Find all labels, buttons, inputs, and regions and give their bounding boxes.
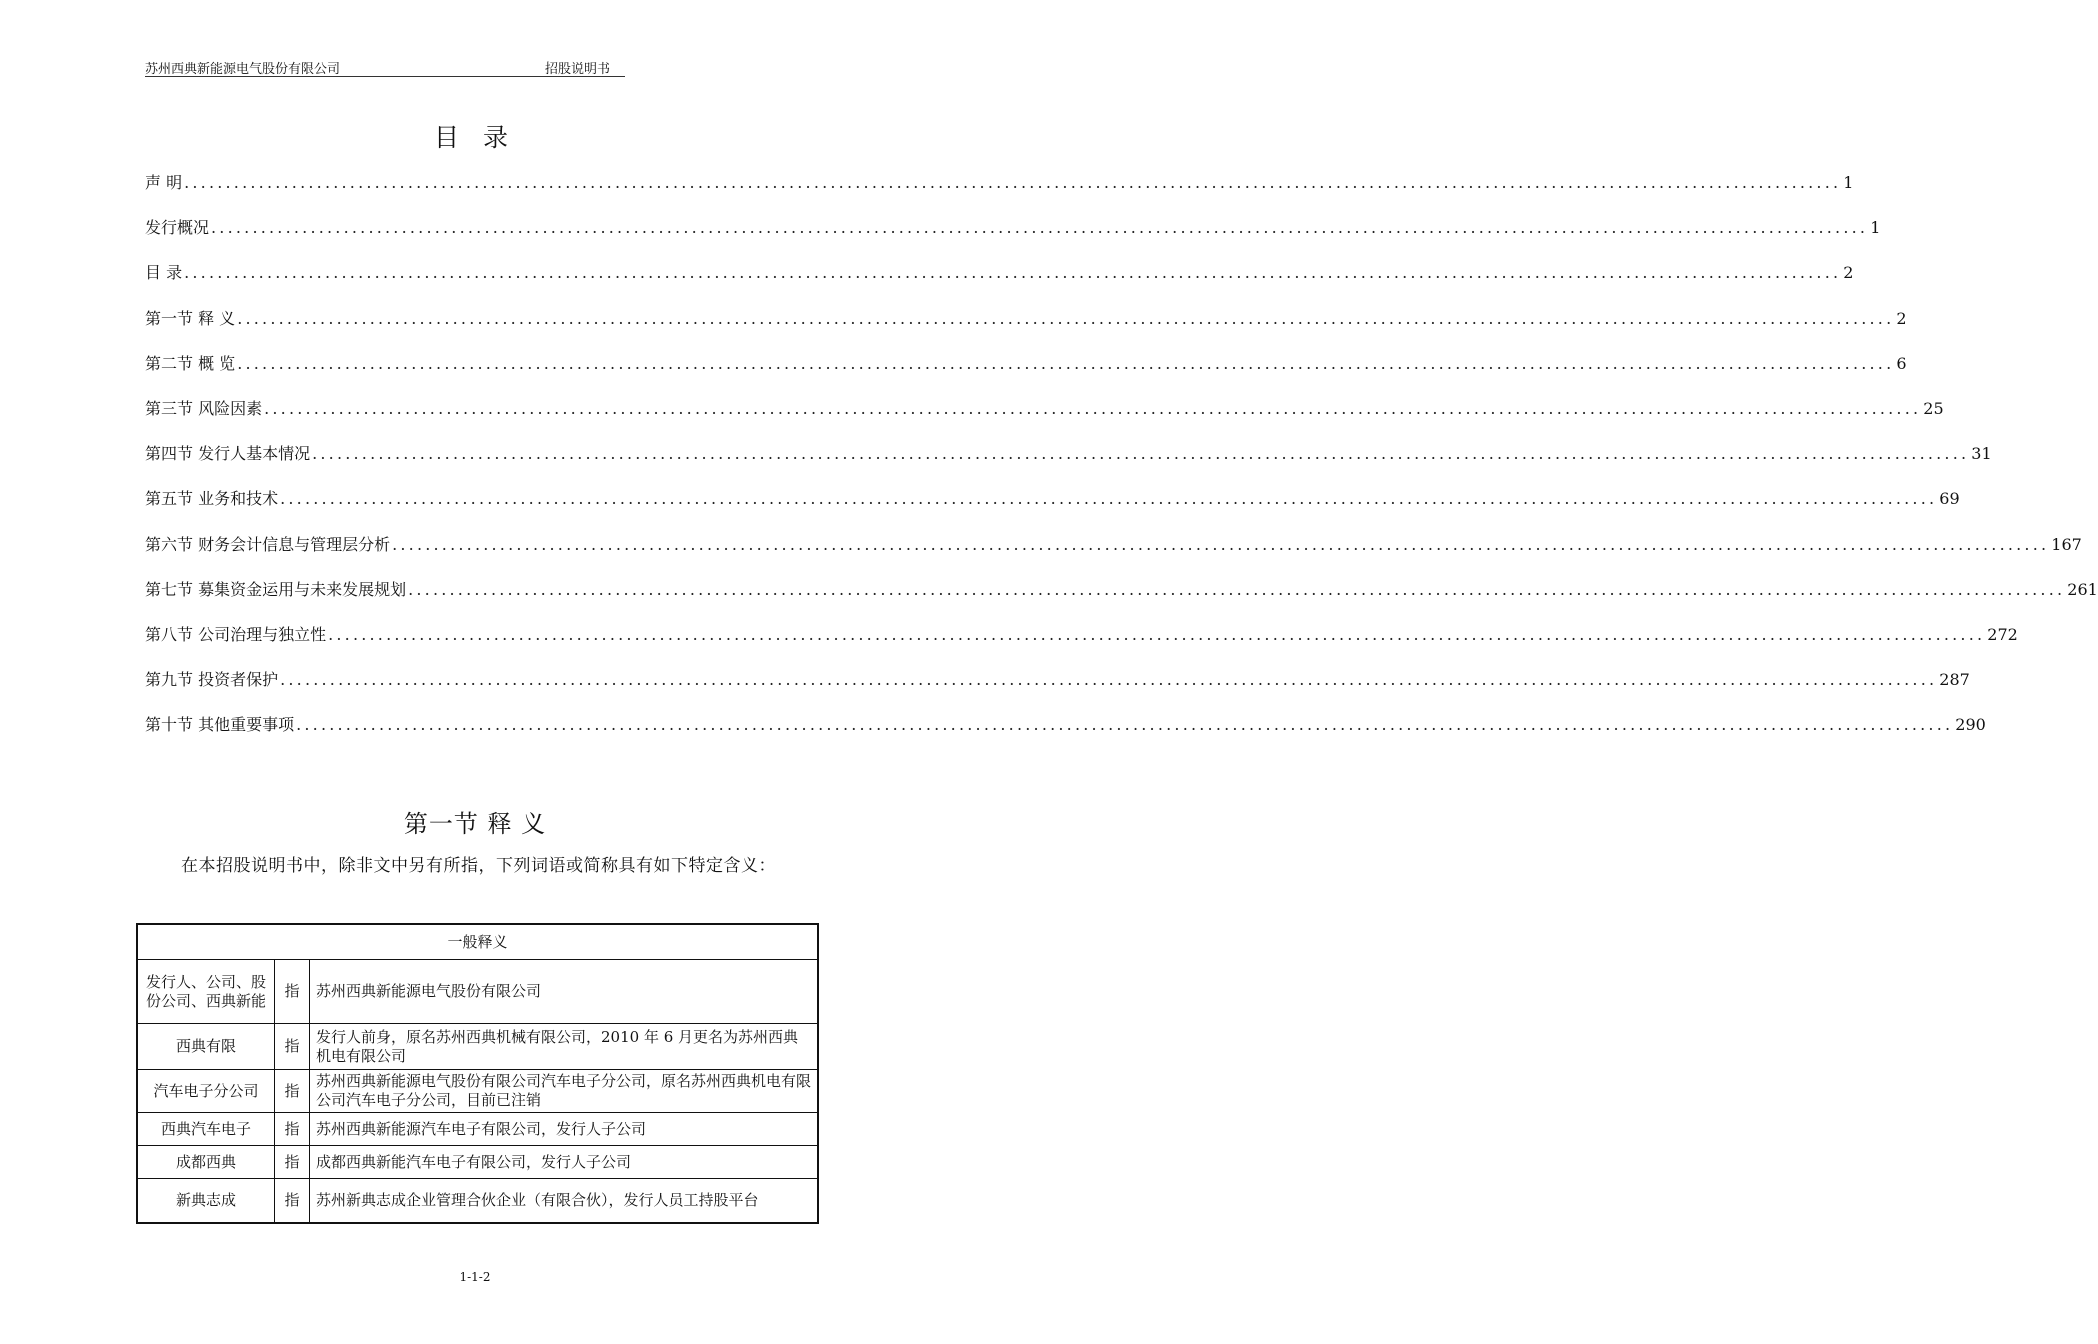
table-row bbox=[137, 1146, 818, 1179]
table-row bbox=[137, 1113, 818, 1146]
toc-entry[interactable] bbox=[145, 532, 2082, 577]
toc-leader-dots: ........................................................................................................................................................................................................ bbox=[264, 398, 1922, 418]
toc-entry-label: 第四节 发行人基本情况 bbox=[145, 444, 311, 464]
toc-leader-dots: ........................................................................................................................................................................................................ bbox=[296, 715, 1954, 735]
toc-entry-page: 31 bbox=[1971, 444, 1992, 464]
table-row bbox=[137, 960, 818, 1024]
toc-entry-page: 2 bbox=[1896, 308, 1907, 328]
table-of-contents bbox=[145, 170, 2098, 757]
toc-entry-label: 第五节 业务和技术 bbox=[145, 489, 279, 509]
toc-entry[interactable] bbox=[145, 170, 1854, 215]
toc-leader-dots: ........................................................................................................................................................................................................ bbox=[392, 534, 2050, 554]
toc-entry-page: 287 bbox=[1939, 670, 1970, 690]
definition-meaning: 发行人前身，原名苏州西典机械有限公司，2010 年 6 月更名为苏州西典机电有限公司 bbox=[310, 1024, 819, 1070]
definition-term: 西典有限 bbox=[137, 1024, 275, 1070]
toc-entry[interactable] bbox=[145, 441, 1992, 486]
definition-term: 新典志成 bbox=[137, 1179, 275, 1223]
definition-connector: 指 bbox=[275, 1024, 310, 1070]
toc-entry-label: 目 录 bbox=[145, 263, 183, 283]
toc-entry-label: 第三节 风险因素 bbox=[145, 398, 263, 418]
table-row bbox=[137, 1024, 818, 1070]
toc-leader-dots: ........................................................................................................................................................................................................ bbox=[237, 353, 1895, 373]
page-header bbox=[145, 58, 625, 77]
toc-entry-page: 261 bbox=[2067, 579, 2098, 599]
toc-entry-page: 272 bbox=[1987, 624, 2018, 644]
definition-connector: 指 bbox=[275, 1070, 310, 1113]
toc-entry-page: 167 bbox=[2051, 534, 2082, 554]
toc-entry-page: 1 bbox=[1843, 173, 1854, 192]
toc-entry-page: 6 bbox=[1896, 353, 1907, 373]
toc-entry[interactable] bbox=[145, 306, 1907, 351]
definition-term: 发行人、公司、股份公司、西典新能 bbox=[137, 960, 275, 1024]
definition-connector: 指 bbox=[275, 1113, 310, 1146]
section-intro-paragraph: 在本招股说明书中，除非文中另有所指，下列词语或简称具有如下特定含义： bbox=[181, 856, 776, 876]
table-group-header: 一般释义 bbox=[137, 924, 818, 960]
section-title: 第一节 释 义 bbox=[403, 810, 547, 838]
toc-entry[interactable] bbox=[145, 622, 2018, 667]
toc-entry[interactable] bbox=[145, 712, 1986, 757]
definition-connector: 指 bbox=[275, 1179, 310, 1223]
toc-leader-dots: ........................................................................................................................................................................................................ bbox=[280, 489, 1938, 509]
definition-meaning: 苏州西典新能源电气股份有限公司 bbox=[310, 960, 819, 1024]
toc-entry-label: 第十节 其他重要事项 bbox=[145, 715, 295, 735]
table-group-header-row bbox=[137, 924, 818, 960]
definition-meaning: 苏州西典新能源电气股份有限公司汽车电子分公司，原名苏州西典机电有限公司汽车电子分公司，目前已注销 bbox=[310, 1070, 819, 1113]
toc-entry-label: 第八节 公司治理与独立性 bbox=[145, 624, 327, 644]
table-row bbox=[137, 1070, 818, 1113]
toc-entry-page: 1 bbox=[1870, 218, 1881, 238]
definition-term: 汽车电子分公司 bbox=[137, 1070, 275, 1113]
toc-entry[interactable] bbox=[145, 215, 1881, 260]
toc-entry-page: 69 bbox=[1939, 489, 1960, 509]
toc-entry-label: 发行概况 bbox=[145, 218, 210, 238]
definitions-table bbox=[136, 923, 819, 1224]
table-row bbox=[137, 1179, 818, 1223]
definition-meaning: 苏州新典志成企业管理合伙企业（有限合伙），发行人员工持股平台 bbox=[310, 1179, 819, 1223]
toc-title: 目 录 bbox=[434, 123, 516, 152]
toc-entry[interactable] bbox=[145, 486, 1960, 531]
toc-leader-dots: ........................................................................................................................................................................................................ bbox=[408, 579, 2066, 599]
toc-entry[interactable] bbox=[145, 667, 1970, 712]
toc-leader-dots: ........................................................................................................................................................................................................ bbox=[280, 670, 1938, 690]
toc-leader-dots: ........................................................................................................................................................................................................ bbox=[211, 218, 1869, 238]
header-company-name: 苏州西典新能源电气股份有限公司 bbox=[145, 62, 341, 77]
definition-meaning: 成都西典新能汽车电子有限公司，发行人子公司 bbox=[310, 1146, 819, 1179]
definition-term: 成都西典 bbox=[137, 1146, 275, 1179]
header-document-type: 招股说明书 bbox=[545, 62, 611, 77]
toc-entry-page: 2 bbox=[1843, 263, 1854, 283]
toc-entry[interactable] bbox=[145, 396, 1944, 441]
toc-leader-dots: ........................................................................................................................................................................................................ bbox=[237, 308, 1895, 328]
definition-connector: 指 bbox=[275, 960, 310, 1024]
toc-leader-dots: ........................................................................................................................................................................................................ bbox=[184, 173, 1842, 192]
toc-entry-label: 第一节 释 义 bbox=[145, 308, 236, 328]
page-number: 1-1-2 bbox=[459, 1270, 491, 1284]
toc-leader-dots: ........................................................................................................................................................................................................ bbox=[312, 444, 1970, 464]
toc-entry-label: 第九节 投资者保护 bbox=[145, 670, 279, 690]
toc-entry-label: 第七节 募集资金运用与未来发展规划 bbox=[145, 579, 407, 599]
toc-entry-page: 25 bbox=[1923, 398, 1944, 418]
toc-entry[interactable] bbox=[145, 260, 1854, 305]
toc-entry-label: 第六节 财务会计信息与管理层分析 bbox=[145, 534, 391, 554]
toc-entry-label: 第二节 概 览 bbox=[145, 353, 236, 373]
definition-term: 西典汽车电子 bbox=[137, 1113, 275, 1146]
definition-connector: 指 bbox=[275, 1146, 310, 1179]
toc-entry[interactable] bbox=[145, 577, 2098, 622]
toc-entry-label: 声 明 bbox=[145, 173, 183, 192]
toc-entry-page: 290 bbox=[1955, 715, 1986, 735]
definition-meaning: 苏州西典新能源汽车电子有限公司，发行人子公司 bbox=[310, 1113, 819, 1146]
toc-leader-dots: ........................................................................................................................................................................................................ bbox=[328, 624, 1986, 644]
toc-entry[interactable] bbox=[145, 351, 1907, 396]
toc-leader-dots: ........................................................................................................................................................................................................ bbox=[184, 263, 1842, 283]
